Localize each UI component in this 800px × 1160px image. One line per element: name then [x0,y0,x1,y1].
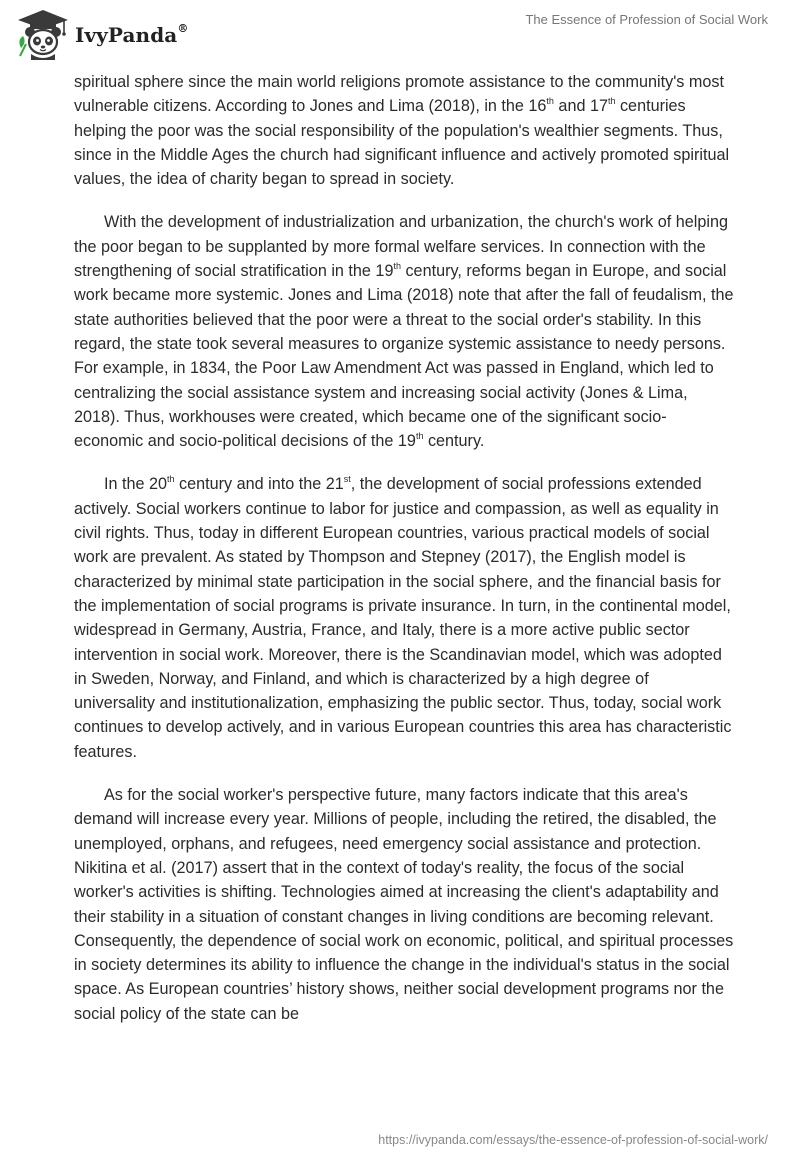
paragraph-1 [74,70,734,191]
ordinal-suffix: th [546,95,554,106]
paragraph-3-text-c: , the development of social professions extended actively. Social workers continue to labor for justice and compassion, as well as equality in civil rights. Thus, today in different European countries, various practical models of social work are prevalent. As stated by Thompson and Stepney (2017), the English model is characterized by minimal state participation in the social sphere, and the financial basis for the implementation of social programs is private insurance. In turn, in the continental model, widespread in Germany, Austria, France, and Italy, there is a more active public sector intervention in social work. Moreover, there is the Scandinavian model, which was adopted in Sweden, Norway, and Finland, and which is characterized by a high degree of universality and institutionalization, emphasizing the public sector. Thus, today, social work continues to develop actively, and in various European countries this area has characteristic features. [74,475,732,761]
paragraph-2-text-a: With the development of industrialization and urbanization, the church's work of helping the poor began to be supplanted by more formal welfare services. In connection with the strengthening of social stratification in the 19 [74,213,728,281]
paragraph-2-text-b: century, reforms began in Europe, and social work became more systemic. Jones and Lima (2018) note that after the fall of feudalism, the state authorities believed that the poor were a threat to the social order's stability. In this regard, the state took several measures to organize systemic assistance to needy persons. For example, in 1834, the Poor Law Amendment Act was passed in England, which led to centralizing the social assistance system and increasing social activity (Jones & Lima, 2018). Thus, workhouses were created, which became one of the significant socio-economic and socio-political decisions of the 19 [74,262,734,451]
brand-name [75,23,188,47]
source-url[interactable]: https://ivypanda.com/essays/the-essence-of-profession-of-social-work/ [378,1133,768,1147]
paragraph-2 [74,210,734,453]
paragraph-3-text-a: In the 20 [104,475,168,494]
ordinal-suffix: th [607,95,616,106]
brand-logo[interactable] [14,6,194,62]
paragraph-4: As for the social worker's perspective future, many factors indicate that this area's demand will increase every year. Millions of people, including the retired, the disabled, the unemployed, orphans, and refugees, need emergency social assistance and protection. Nikitina et al. (2017) assert that in the context of today's reality, the focus of the social worker's activities is shifting. Technologies aimed at increasing the client's adaptability and their stability in a situation of constant changes in living conditions are becoming relevant. Consequently, the dependence of social work on economic, political, and spiritual processes in society determines its ability to influence the change in the individual's status in the social space. As European countries’ history shows, neither social development programs nor the social policy of the state can be [74,786,734,1023]
paragraph-3-text-b: century and into the 21 [174,475,344,494]
document-title: The Essence of Profession of Social Work [525,12,768,27]
ordinal-suffix: th [393,260,401,271]
ordinal-suffix: th [167,474,175,485]
ordinal-suffix: st [343,474,351,485]
paragraph-2-text-c: century. [423,432,485,451]
paragraph-3 [74,472,734,764]
essay-body [74,70,734,1045]
page-header [0,0,800,70]
panda-graduation-cap-icon [14,6,72,64]
paragraph-1-text-a: spiritual sphere since the main world religions promote assistance to the community's most vulnerable citizens. According to Jones and Lima (2018), in the 16 [74,73,724,116]
paragraph-1-text-c: centuries helping the poor was the social responsibility of the population's wealthier segments. Thus, since in the Middle Ages the church had significant influence and actively promoted spiritual values, the idea of charity began to spread in society. [74,97,730,189]
brand-name-text: IvyPanda [75,23,178,47]
registered-mark: ® [177,22,189,36]
ordinal-suffix: th [415,430,424,441]
paragraph-1-text-b: and 17 [553,97,608,116]
